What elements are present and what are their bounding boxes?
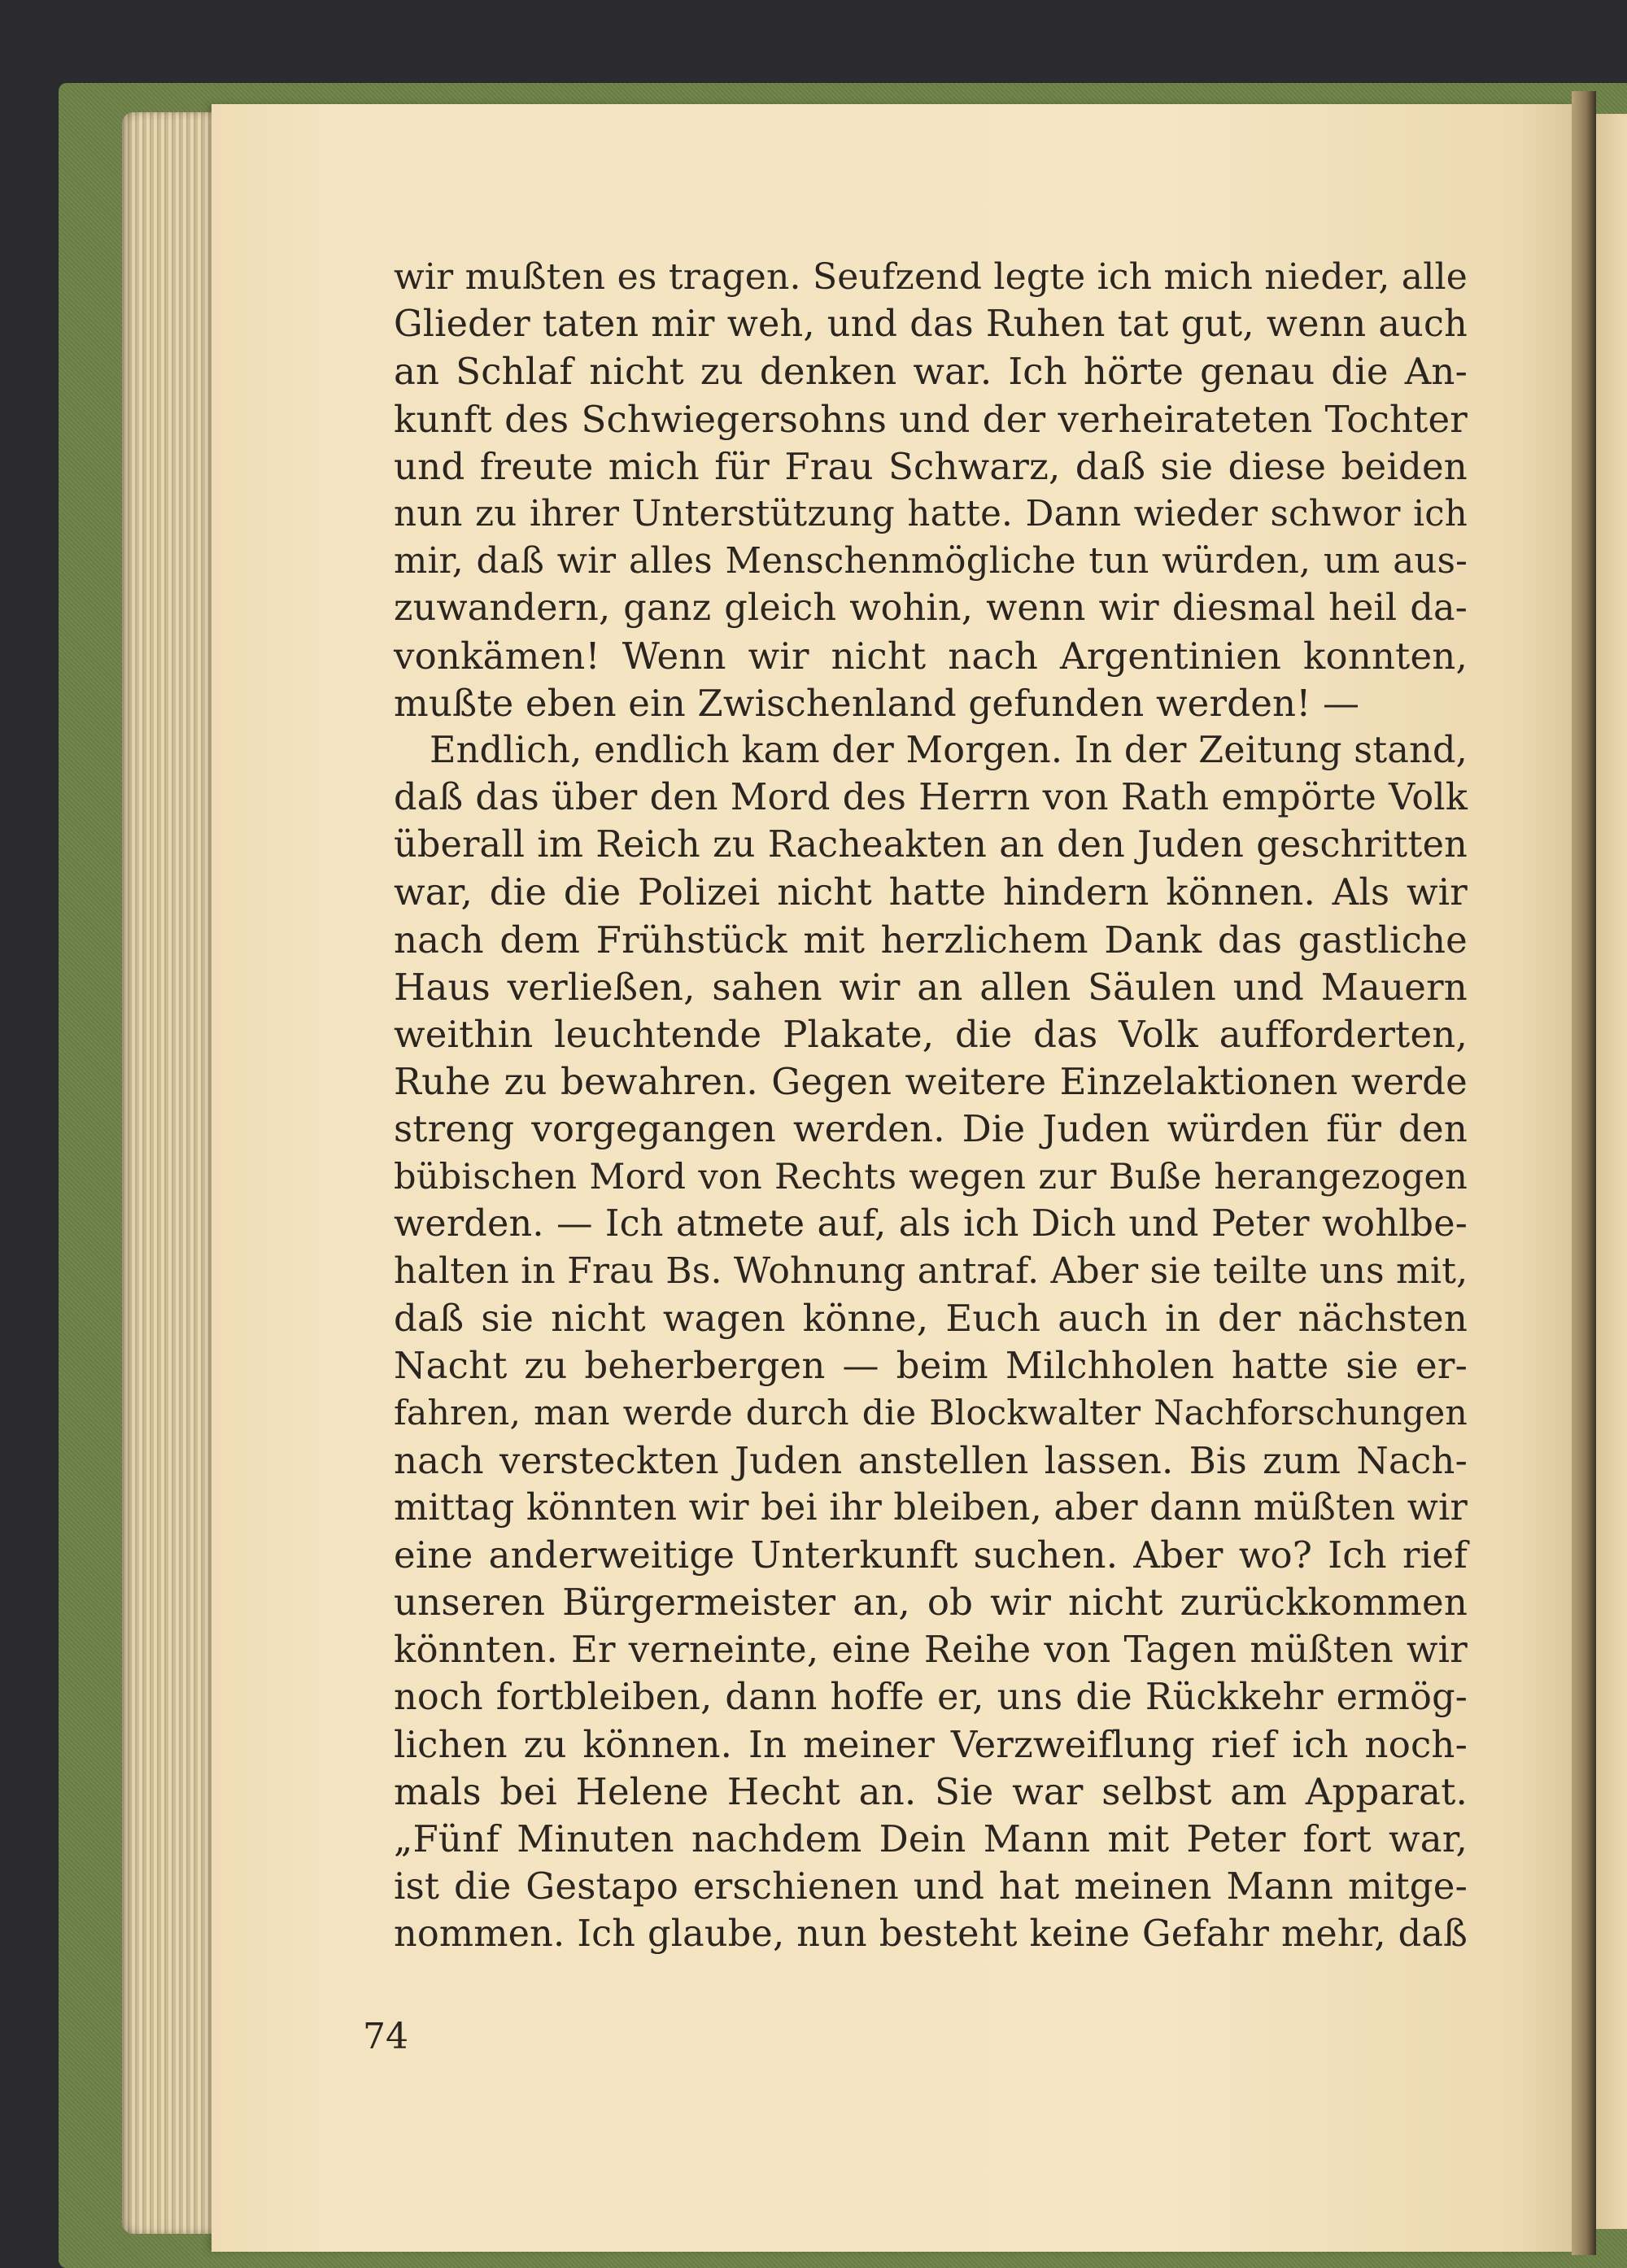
text-line: daß das über den Mord des Herrn von Rath empörte Volk	[394, 777, 1468, 819]
text-line: bübischen Mord von Rechts wegen zur Buße herangezogen	[394, 1156, 1468, 1197]
text-line: werden. — Ich atmete auf, als ich Dich und Peter wohlbe-	[394, 1202, 1468, 1245]
text-line: und freute mich für Frau Schwarz, daß sie diese beiden	[394, 444, 1468, 488]
text-line: weithin leuchtende Plakate, die das Volk aufforderten,	[394, 1013, 1468, 1056]
text-line: war, die die Polizei nicht hatte hindern können. Als wir	[394, 870, 1468, 914]
text-line: noch fortbleiben, dann hoffe er, uns die Rückkehr ermög-	[394, 1676, 1468, 1718]
text-line: zuwandern, ganz gleich wohin, wenn wir diesmal heil da-	[394, 587, 1468, 630]
text-line: kunft des Schwiegersohns und der verheirateten Tochter	[394, 397, 1468, 441]
facing-page-edge	[1596, 114, 1627, 2229]
text-line: fahren, man werde durch die Blockwalter Nachforschungen	[394, 1393, 1468, 1433]
text-line: Nacht zu beherbergen — beim Milchholen hatte sie er-	[394, 1344, 1468, 1388]
text-line: nach versteckten Juden anstellen lassen. Bis zum Nach-	[394, 1438, 1468, 1482]
text-line: „Fünf Minuten nachdem Dein Mann mit Peter fort war,	[394, 1817, 1468, 1861]
text-line: eine anderweitige Unterkunft suchen. Aber wo? Ich rief	[394, 1533, 1468, 1577]
text-line: überall im Reich zu Racheakten an den Juden geschritten	[394, 824, 1468, 866]
text-line: mußte eben ein Zwischenland gefunden werden! —	[394, 681, 1360, 725]
text-line: mir, daß wir alles Menschenmögliche tun würden, um aus-	[394, 541, 1468, 582]
text-line: mals bei Helene Hecht an. Sie war selbst am Apparat.	[394, 1770, 1468, 1813]
text-line: lichen zu können. In meiner Verzweiflung rief ich noch-	[394, 1722, 1468, 1766]
text-line: ist die Gestapo erschienen und hat meinen Mann mitge-	[394, 1865, 1468, 1908]
text-line: nach dem Frühstück mit herzlichem Dank das gastliche	[394, 918, 1468, 962]
text-line: mittag könnten wir bei ihr bleiben, aber dann müßten wir	[394, 1486, 1468, 1529]
text-line: halten in Frau Bs. Wohnung antraf. Aber sie teilte uns mit,	[394, 1250, 1468, 1292]
text-line: Endlich, endlich kam der Morgen. In der Zeitung stand,	[430, 729, 1468, 771]
text-line: wir mußten es tragen. Seufzend legte ich mich nieder, alle	[394, 256, 1468, 298]
text-line: Glieder taten mir weh, und das Ruhen tat gut, wenn auch	[394, 303, 1468, 346]
page-number: 74	[363, 2016, 408, 2057]
text-line: könnten. Er verneinte, eine Reihe von Tagen müßten wir	[394, 1628, 1468, 1672]
text-line: Ruhe zu bewahren. Gegen weitere Einzelaktionen werde	[394, 1060, 1468, 1104]
text-line: nommen. Ich glaube, nun besteht keine Gefahr mehr, daß	[394, 1913, 1468, 1955]
text-line: nun zu ihrer Unterstützung hatte. Dann wieder schwor ich	[394, 493, 1468, 534]
text-line: Haus verließen, sahen wir an allen Säulen und Mauern	[394, 965, 1468, 1009]
text-line: an Schlaf nicht zu denken war. Ich hörte genau die An-	[394, 350, 1468, 394]
body-text	[394, 254, 1468, 1958]
text-line: unseren Bürgermeister an, ob wir nicht zurückkommen	[394, 1581, 1468, 1625]
text-line: streng vorgegangen werden. Die Juden würden für den	[394, 1107, 1468, 1151]
book-gutter	[1572, 91, 1596, 2255]
text-line: daß sie nicht wagen könne, Euch auch in der nächsten	[394, 1297, 1468, 1341]
text-line: vonkämen! Wenn wir nicht nach Argentinien konnten,	[394, 634, 1468, 678]
